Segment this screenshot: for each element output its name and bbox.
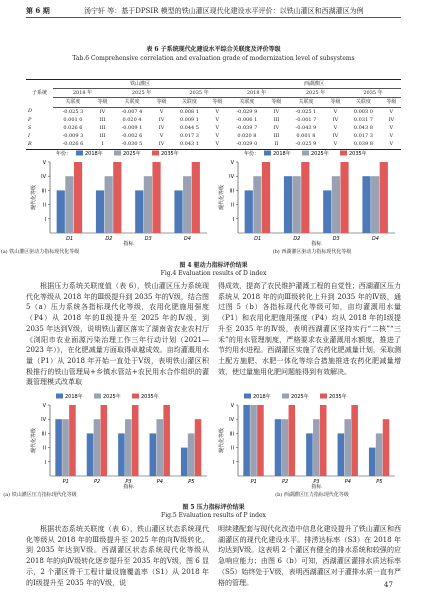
bar	[253, 176, 261, 233]
correlation-cell: 0.044 5	[179, 125, 199, 132]
bar	[320, 405, 327, 476]
bar	[338, 433, 345, 476]
fig4-caption-cn: 图 4 驱动力指标评价结果	[179, 262, 248, 269]
bar	[289, 405, 296, 476]
legend-entry: 2025年	[291, 394, 309, 400]
correlation-cell: 0.008 1	[179, 108, 199, 115]
bar	[74, 162, 82, 233]
col-grade: 等级	[208, 98, 227, 107]
group-tieshan: 铁山灌区	[53, 80, 227, 89]
table-row	[26, 107, 401, 116]
y-axis-label: 现代化等级	[31, 427, 37, 454]
fig5b-sub-caption: (b) 西湖灌区压力指标现代化等级	[275, 492, 349, 498]
col-grade: 等级	[93, 98, 112, 107]
bar	[293, 176, 301, 233]
legend-swatch	[56, 394, 63, 399]
legend-entry: 2018年	[65, 394, 83, 400]
x-tick-label: P2	[281, 479, 289, 485]
bar	[125, 419, 132, 476]
y-tick-label: II	[43, 445, 46, 452]
legend-swatch	[320, 394, 327, 399]
fig4b-chart	[216, 145, 401, 247]
y-axis-label: 现代化等级	[31, 184, 37, 211]
bar	[65, 176, 73, 233]
x-tick-label: D3	[144, 236, 152, 242]
y-tick-label: V	[230, 160, 234, 166]
legend-swatch	[264, 151, 271, 156]
correlation-cell: -0.029 9	[236, 108, 258, 115]
subsystem-name: I	[28, 133, 30, 140]
bar	[282, 419, 289, 476]
y-tick-label: I	[44, 459, 46, 466]
correlation-cell: 0.001 0	[63, 116, 83, 123]
bar	[306, 433, 313, 476]
bar	[262, 162, 270, 233]
y-tick-label: III	[229, 431, 234, 438]
bar	[132, 405, 139, 476]
x-tick-label: P1	[62, 479, 69, 485]
bar	[96, 190, 104, 233]
grade-cell: V	[389, 133, 394, 140]
correlation-cell: -0.006 1	[236, 116, 258, 123]
running-title: 汤宁轩 等：基于DPSIR 模型的铁山灌区现代化建设水平评价：以铁山灌区和西湖灌区为例	[84, 7, 364, 15]
bar	[62, 419, 69, 476]
grade-cell: IV	[332, 116, 339, 123]
bar	[371, 176, 379, 233]
legend-entry: 2018年	[85, 151, 103, 157]
correlation-cell: 0.003 0	[353, 108, 373, 115]
bar	[57, 190, 65, 233]
fig4b-sub-caption: (b) 西湖灌区驱动力指标现代化等级	[272, 249, 352, 255]
bar	[183, 176, 191, 233]
col-correlation: 关联度	[112, 98, 152, 107]
grade-cell: III	[99, 125, 106, 132]
grade-cell: V	[215, 116, 220, 123]
legend-entry: 2025年	[103, 394, 121, 400]
subsystem-col-header: 子系统	[26, 80, 53, 108]
correlation-cell: 0.026 6	[63, 125, 83, 132]
legend-swatch	[282, 394, 289, 399]
sub-header-row	[26, 98, 401, 107]
table6-title-cn: 表 6 子系统现代化建设水平综合关联度及评价等级	[146, 46, 281, 53]
bar	[156, 419, 163, 476]
subsystem-name: S	[28, 125, 32, 132]
x-tick-label: D4	[371, 236, 379, 242]
x-axis-label: 指标	[123, 484, 134, 490]
col-grade: 等级	[326, 98, 345, 107]
grade-cell: III	[273, 116, 280, 123]
legend-swatch	[132, 394, 139, 399]
bar	[383, 419, 390, 476]
bar	[87, 433, 94, 476]
issue-label: 第 6 期	[26, 6, 50, 15]
legend-entry: 2018年	[273, 151, 291, 157]
fig5-caption-cn: 图 5 压力指标评价结果	[182, 504, 245, 511]
year-header: 2018 年	[227, 89, 286, 98]
correlation-cell: -0.002 6	[121, 133, 143, 140]
bar	[163, 405, 170, 476]
fig4a-sub-caption: (a) 铁山灌区驱动力指标现代化等级	[0, 249, 80, 255]
subsystem-name: R	[26, 140, 53, 149]
table-row	[26, 132, 401, 140]
grade-cell: V	[208, 140, 227, 149]
y-tick-label: V	[42, 160, 46, 166]
legend-entry: 2035年	[349, 151, 367, 157]
grade-cell: V	[159, 108, 164, 115]
legend-swatch	[302, 151, 309, 156]
grade-cell: IV	[273, 125, 280, 132]
grade-cell: II	[267, 140, 286, 149]
bar	[380, 162, 388, 233]
y-tick-label: IV	[229, 174, 234, 181]
grade-cell: IV	[273, 108, 280, 115]
legend-entry: 2035年	[161, 151, 179, 157]
x-tick-label: P3	[125, 479, 132, 485]
para-state-continued: 明续建配套与现代化改造中信息化建设提升了铁山灌区和西湖灌区的现代化建设水平。排涝达标率（S3）在 2018 年均达到Ⅴ级。这表明 2 个灌区有健全的排水系统和较强的应急响应能力；由图 6（b）可知，西湖灌区灌排水质达标率（S5）始终处于Ⅴ级，表明西湖灌区对于灌排水质一直有严格的管理。	[218, 525, 401, 587]
col-grade: 等级	[267, 98, 286, 107]
y-tick-label: V	[42, 403, 46, 409]
correlation-cell: -0.025 3	[62, 108, 84, 115]
year-header: 2025 年	[286, 89, 345, 98]
x-tick-label: D4	[183, 236, 191, 242]
correlation-cell: 0.043 8	[353, 125, 373, 132]
bar	[313, 419, 320, 476]
grade-cell: V	[389, 108, 394, 115]
correlation-cell: -0.009 1	[121, 125, 143, 132]
table-row	[26, 124, 401, 132]
grade-cell: IV	[158, 125, 165, 132]
grade-cell: V	[333, 108, 338, 115]
bar	[284, 176, 292, 233]
grade-cell: III	[273, 133, 280, 140]
fig5a-sub-caption: (a) 铁山灌区压力指标现代化等级	[3, 492, 77, 498]
correlation-cell: 0.009 1	[179, 116, 199, 123]
bar	[150, 433, 157, 476]
grade-cell: IV	[332, 133, 339, 140]
bar	[323, 190, 331, 233]
bar	[192, 162, 200, 233]
y-tick-label: II	[231, 202, 234, 209]
bar	[101, 405, 108, 476]
grade-cell: IV	[99, 108, 106, 115]
x-tick-label: P5	[376, 479, 383, 485]
legend-entry: 2025年	[123, 151, 141, 157]
bar	[250, 405, 257, 476]
subsystem-name: P	[28, 116, 32, 123]
year-header: 2025 年	[112, 89, 171, 98]
y-tick-label: I	[232, 459, 234, 466]
correlation-cell: -0.039 7	[236, 125, 258, 132]
grade-cell: IV	[152, 140, 171, 149]
bar	[344, 419, 351, 476]
correlation-cell: 0.020 4	[122, 116, 142, 123]
correlation-cell: 0.001 8	[296, 133, 316, 140]
y-tick-label: III	[41, 188, 46, 195]
y-tick-label: V	[230, 403, 234, 409]
col-grade: 等级	[382, 98, 401, 107]
correlation-cell: 0.017 3	[353, 133, 373, 140]
bar	[181, 448, 188, 476]
x-tick-label: D2	[105, 236, 113, 242]
col-correlation: 关联度	[53, 98, 93, 107]
correlation-cell: -0.030 5	[112, 140, 152, 149]
x-tick-label: P4	[344, 479, 352, 485]
y-tick-label: III	[41, 431, 46, 438]
y-tick-label: I	[232, 216, 234, 223]
bar	[275, 419, 282, 476]
y-tick-label: I	[44, 216, 46, 223]
x-tick-label: D3	[332, 236, 340, 242]
legend-title: 年份：	[244, 151, 260, 157]
bar	[257, 405, 264, 476]
correlation-cell: -0.026 6	[53, 140, 93, 149]
grade-cell: III	[99, 133, 106, 140]
bar	[69, 405, 76, 476]
col-correlation: 关联度	[171, 98, 208, 107]
x-tick-label: D2	[293, 236, 301, 242]
correlation-cell: -0.001 7	[295, 116, 317, 123]
table-row	[26, 116, 401, 124]
correlation-cell: -0.043 9	[295, 125, 317, 132]
bar	[105, 176, 113, 233]
subsystem-name: D	[28, 108, 33, 115]
x-axis-label: 指标	[311, 484, 322, 490]
y-tick-label: IV	[41, 174, 46, 181]
fig4-caption-en: Fig.4 Evaluation results of D index	[160, 270, 267, 277]
correlation-cell: -0.007 4	[121, 108, 143, 115]
bar	[135, 190, 143, 233]
legend-swatch	[76, 151, 83, 156]
legend-swatch	[244, 394, 251, 399]
running-header	[26, 6, 401, 18]
correlation-cell: 0.020 8	[237, 133, 257, 140]
correlation-cell: -0.025 9	[286, 140, 326, 149]
col-correlation: 关联度	[286, 98, 326, 107]
year-header: 2018 年	[53, 89, 112, 98]
y-tick-label: III	[229, 188, 234, 195]
grade-cell: V	[215, 125, 220, 132]
legend-entry: 2018年	[253, 394, 271, 400]
bar	[332, 176, 340, 233]
x-tick-label: D1	[66, 236, 74, 242]
fig4a-chart	[28, 145, 213, 247]
y-axis-label: 现代化等级	[219, 427, 225, 454]
correlation-cell: 0.031 7	[353, 116, 373, 123]
bar	[118, 433, 125, 476]
para-pressure-xihu: 得成效，提高了农民维护灌溉工程的自觉性；西湖灌区压力系统从 2018 年的向Ⅲ级转化上升到 2035 年的Ⅳ级，通过图 5（b）各指标现代化等级可知，亩均灌溉用水量（P1）和农用化肥施用强度（P4）均从 2018 年的Ⅰ级提升至 2035 年的Ⅳ级，表明西湖灌区坚持实行“二核”“三禾”的用水管理制度，严格要求农业灌溉用水额度，推进了节约用水进程。西湖灌区实施了农药化肥减量计划，采取测土配方施肥、水肥一体化等综合措施推进农药化肥减量增效，使过量施用化肥问题能得到有效解决。	[218, 282, 401, 376]
legend-swatch	[152, 151, 159, 156]
grade-cell: I	[93, 140, 112, 149]
legend-entry: 2035年	[141, 394, 159, 400]
x-tick-label: P1	[250, 479, 257, 485]
x-tick-label: P5	[188, 479, 195, 485]
bar	[301, 162, 309, 233]
correlation-cell: 0.017 3	[179, 133, 199, 140]
correlation-cell: -0.025 1	[295, 108, 317, 115]
legend-swatch	[114, 151, 121, 156]
legend-title: 年份：	[56, 151, 72, 157]
legend-swatch	[340, 151, 347, 156]
para-state-systems: 根据状态系统关联度（表 6），铁山灌区状态系统现代化等级从 2018 年的Ⅲ级提升至 2025 年的向Ⅳ级转化，到 2035 年达到Ⅴ级。西湖灌区状态系统现代化等级从 2018 年的向Ⅳ级转化逐步提升至 2035 年的Ⅴ级，图 6 显示，2 个灌区骨干工程计量设施覆盖率（S1）从 2018 年的Ⅰ级提升至 2035 年的Ⅴ级，说	[26, 525, 209, 587]
x-axis-label: 指标	[311, 241, 322, 247]
page-number: 47	[384, 581, 393, 589]
grade-cell: V	[326, 140, 345, 149]
para-pressure-tieshan: 根据压力系统关联度值（表 6），铁山灌区压力系统现代化等级从 2018 年的Ⅲ级提升到 2035 年的Ⅴ级，结合图 5（a）压力系统各指标现代化等级，农用化肥施用强度（P4）从 2018 年的Ⅱ级提升至 2025 年的Ⅳ级，到 2035 年达到Ⅴ级，说明铁山灌区落实了湖南省农业农村厅《浏阳市农业面源污染治理工作三年行动计划（2021—2023 年）》，在化肥减量方面取得卓越成效。亩均灌溉用水量（P1）从 2018 年开始一直处于Ⅴ级，表明铁山灌区积极推行的铁山管理局+乡镇水管站+农民用水合作组织的灌溉管理模式改革取	[26, 282, 209, 387]
bar	[144, 176, 152, 233]
year-header: 2035 年	[171, 89, 227, 98]
grade-cell: III	[99, 116, 106, 123]
correlation-cell: -0.029 0	[227, 140, 267, 149]
table6-title-en: Tab.6 Comprehensive correlation and evaluation grade of modernization level of subsystems	[72, 55, 355, 62]
bar	[113, 162, 121, 233]
bar	[94, 419, 101, 476]
legend-swatch	[94, 394, 101, 399]
col-grade: 等级	[152, 98, 171, 107]
legend-entry: 2025年	[311, 151, 329, 157]
year-header: 2035 年	[345, 89, 401, 98]
grade-cell: V	[215, 108, 220, 115]
col-correlation: 关联度	[227, 98, 267, 107]
y-tick-label: IV	[229, 417, 234, 424]
bar	[351, 405, 358, 476]
grade-cell: V	[215, 133, 220, 140]
bar	[55, 419, 62, 476]
bar	[243, 405, 250, 476]
correlation-cell: -0.009 3	[62, 133, 84, 140]
correlation-cell: 0.039 8	[345, 140, 382, 149]
grade-cell: IV	[388, 116, 395, 123]
bar	[174, 190, 182, 233]
x-tick-label: P3	[313, 479, 320, 485]
bar	[152, 162, 160, 233]
legend-entry: 2035年	[329, 394, 347, 400]
y-axis-label: 现代化等级	[219, 184, 225, 211]
bar	[362, 176, 370, 233]
grade-cell: V	[333, 125, 338, 132]
x-tick-label: D1	[254, 236, 262, 242]
x-axis-label: 指标	[123, 241, 134, 247]
bar	[369, 448, 376, 476]
group-xihu: 西湖灌区	[227, 80, 401, 89]
bar	[195, 419, 202, 476]
fig5a-chart	[28, 388, 213, 490]
table6	[26, 79, 401, 150]
fig5-caption-en: Fig.5 Evaluation results of P index	[161, 512, 266, 519]
grade-cell: V	[159, 133, 164, 140]
bar	[245, 190, 253, 233]
y-tick-label: IV	[41, 417, 46, 424]
bar	[340, 162, 348, 233]
col-correlation: 关联度	[345, 98, 382, 107]
x-tick-label: P4	[156, 479, 164, 485]
grade-cell: V	[382, 140, 401, 149]
x-tick-label: P2	[93, 479, 101, 485]
y-tick-label: II	[43, 202, 46, 209]
fig5b-chart	[216, 388, 401, 490]
y-tick-label: II	[231, 445, 234, 452]
bar	[376, 433, 383, 476]
grade-cell: V	[389, 125, 394, 132]
bar	[188, 433, 195, 476]
grade-cell: IV	[158, 116, 165, 123]
correlation-cell: 0.043 1	[171, 140, 208, 149]
